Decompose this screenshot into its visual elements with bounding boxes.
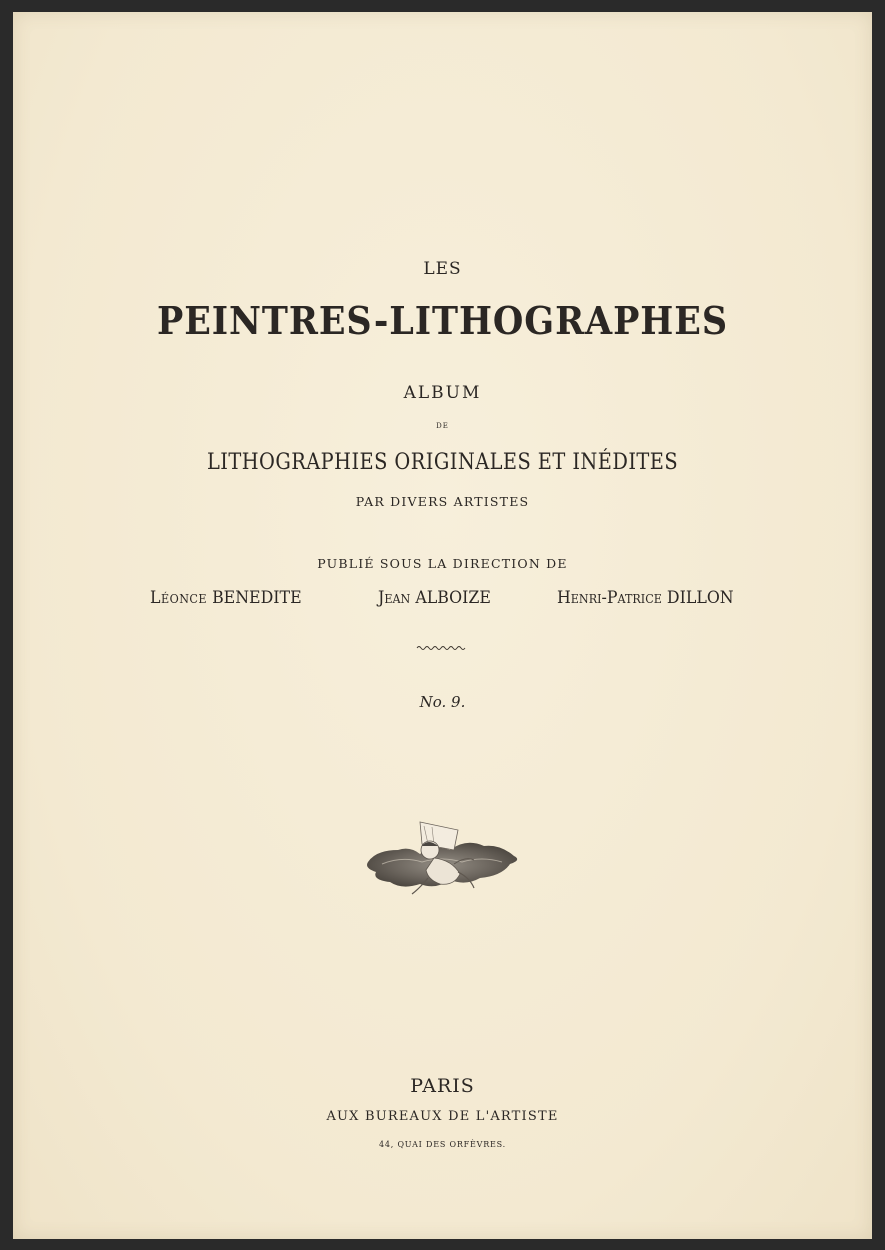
editor-alboize — [378, 588, 491, 608]
de-label: DE — [436, 422, 449, 430]
editor-last-name: BENEDITE — [212, 588, 302, 608]
publie-sous-la-direction: PUBLIÉ SOUS LA DIRECTION DE — [317, 556, 568, 571]
editor-last-name: ALBOIZE — [415, 588, 491, 608]
title-page-sheet — [13, 12, 872, 1239]
les-heading: LES — [423, 259, 462, 279]
editor-benedite — [150, 588, 302, 608]
subtitle: LITHOGRAPHIES ORIGINALES ET INÉDITES — [206, 450, 679, 475]
wavy-rule-ornament — [416, 644, 468, 652]
publisher: AUX BUREAUX DE L'ARTISTE — [326, 1109, 559, 1124]
editor-first-name: Henri-Patrice — [557, 588, 662, 608]
main-title: PEINTRES-LITHOGRAPHES — [156, 298, 729, 343]
city: PARIS — [410, 1075, 475, 1097]
publisher-address: 44, QUAI DES ORFÈVRES. — [378, 1140, 507, 1149]
par-divers-artistes: PAR DIVERS ARTISTES — [355, 494, 530, 509]
issue-number: No. 9. — [419, 693, 466, 711]
editor-first-name: Jean — [378, 588, 411, 608]
editor-last-name: DILLON — [666, 588, 734, 608]
editor-dillon — [557, 588, 734, 608]
cherub-on-cloud-vignette-icon — [362, 816, 524, 904]
editor-first-name: Léonce — [150, 588, 208, 608]
album-label: ALBUM — [403, 383, 482, 403]
